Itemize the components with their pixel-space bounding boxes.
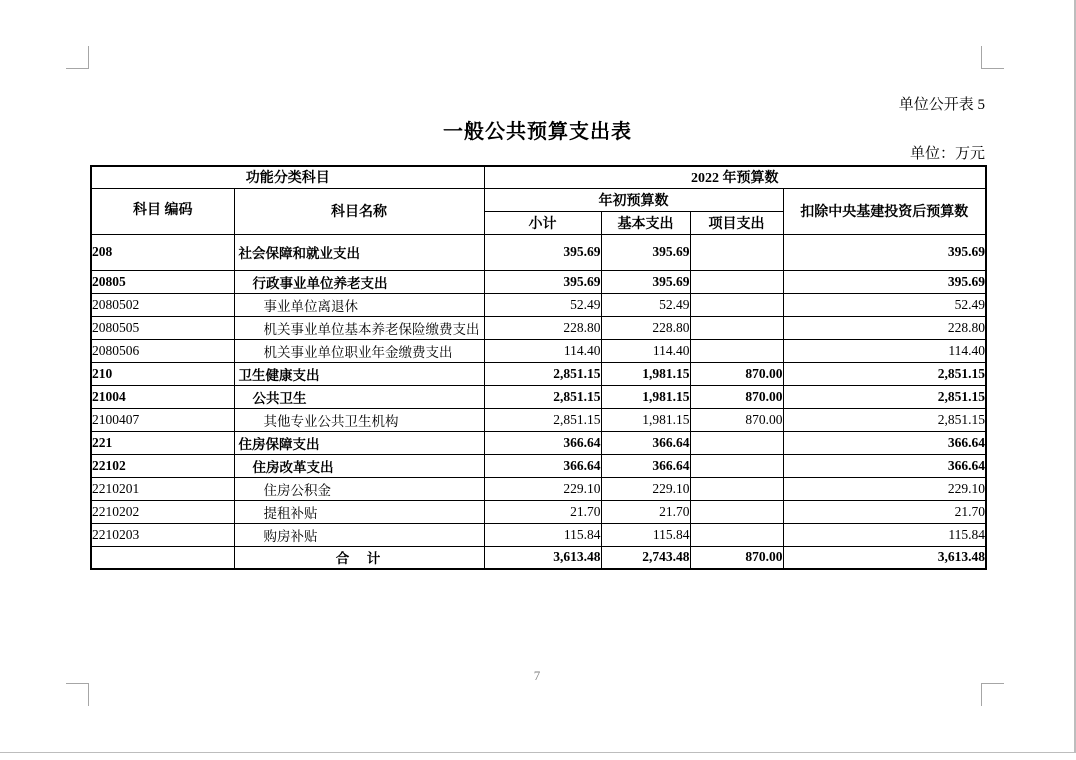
subject-code-cell: 208 [91,234,234,270]
table-row [91,431,986,454]
table-row [91,408,986,431]
subtotal-cell: 229.10 [484,477,601,500]
subtotal-cell: 115.84 [484,523,601,546]
page-number: 7 [533,668,541,683]
subject-code-cell: 21004 [91,385,234,408]
header-subject-code: 科目 编码 [91,188,234,234]
after-deduction-cell: 395.69 [783,234,986,270]
basic-expenditure-cell: 366.64 [601,431,690,454]
table-row [91,385,986,408]
subject-code-cell: 2080505 [91,316,234,339]
basic-expenditure-cell: 395.69 [601,270,690,293]
table-header [91,166,986,234]
header-row-1 [91,166,986,188]
subject-name-cell: 公共卫生 [234,385,484,408]
subject-code-cell: 210 [91,362,234,385]
table-row [91,523,986,546]
subtotal-cell: 366.64 [484,454,601,477]
basic-expenditure-cell: 2,743.48 [601,546,690,569]
budget-expenditure-table [90,165,987,570]
subtotal-cell: 3,613.48 [484,546,601,569]
subtotal-cell: 21.70 [484,500,601,523]
subject-name-cell: 机关事业单位基本养老保险缴费支出 [234,316,484,339]
table-row [91,546,986,569]
subject-name-cell: 事业单位离退休 [234,293,484,316]
subject-name-cell: 社会保障和就业支出 [234,234,484,270]
table-row [91,270,986,293]
text-boundary-mark-bottom-right [981,683,1004,706]
subject-code-cell: 2210203 [91,523,234,546]
project-expenditure-cell: 870.00 [690,385,783,408]
project-expenditure-cell [690,523,783,546]
basic-expenditure-cell: 1,981.15 [601,408,690,431]
table-row [91,500,986,523]
table-body [91,234,986,569]
after-deduction-cell: 52.49 [783,293,986,316]
table-row [91,316,986,339]
project-expenditure-cell: 870.00 [690,408,783,431]
project-expenditure-cell [690,316,783,339]
basic-expenditure-cell: 21.70 [601,500,690,523]
subject-name-cell: 住房保障支出 [234,431,484,454]
after-deduction-cell: 2,851.15 [783,408,986,431]
basic-expenditure-cell: 395.69 [601,234,690,270]
subject-name-cell: 合 计 [234,546,484,569]
subject-code-cell: 221 [91,431,234,454]
header-budget-2022: 2022 年预算数 [484,166,986,188]
after-deduction-cell: 395.69 [783,270,986,293]
header-functional-category: 功能分类科目 [91,166,484,188]
subject-code-cell: 20805 [91,270,234,293]
text-boundary-mark-top-right [981,46,1004,69]
text-boundary-mark-top-left [66,46,89,69]
subject-name-cell: 行政事业单位养老支出 [234,270,484,293]
basic-expenditure-cell: 229.10 [601,477,690,500]
project-expenditure-cell: 870.00 [690,546,783,569]
basic-expenditure-cell: 114.40 [601,339,690,362]
project-expenditure-cell [690,431,783,454]
subject-name-cell: 其他专业公共卫生机构 [234,408,484,431]
after-deduction-cell: 115.84 [783,523,986,546]
subtotal-cell: 2,851.15 [484,362,601,385]
header-project-expenditure: 项目支出 [690,211,783,234]
subtotal-cell: 2,851.15 [484,408,601,431]
project-expenditure-cell [690,293,783,316]
subject-name-cell: 卫生健康支出 [234,362,484,385]
header-basic-expenditure: 基本支出 [601,211,690,234]
after-deduction-cell: 366.64 [783,454,986,477]
subtotal-cell: 395.69 [484,234,601,270]
header-row-2 [91,188,986,211]
subject-code-cell: 2210201 [91,477,234,500]
page-title: 一般公共预算支出表 [443,121,632,143]
basic-expenditure-cell: 1,981.15 [601,362,690,385]
basic-expenditure-cell: 366.64 [601,454,690,477]
header-subtotal: 小计 [484,211,601,234]
subtotal-cell: 228.80 [484,316,601,339]
table-row [91,362,986,385]
after-deduction-cell: 2,851.15 [783,385,986,408]
after-deduction-cell: 228.80 [783,316,986,339]
table-row [91,477,986,500]
subject-code-cell: 2210202 [91,500,234,523]
project-expenditure-cell [690,477,783,500]
basic-expenditure-cell: 1,981.15 [601,385,690,408]
basic-expenditure-cell: 115.84 [601,523,690,546]
after-deduction-cell: 114.40 [783,339,986,362]
table-row [91,234,986,270]
subject-name-cell: 机关事业单位职业年金缴费支出 [234,339,484,362]
after-deduction-cell: 2,851.15 [783,362,986,385]
subtotal-cell: 2,851.15 [484,385,601,408]
subject-code-cell: 2100407 [91,408,234,431]
header-after-deduction: 扣除中央基建投资后预算数 [783,188,986,234]
table-row [91,293,986,316]
after-deduction-cell: 21.70 [783,500,986,523]
subject-name-cell: 提租补贴 [234,500,484,523]
subject-name-cell: 住房改革支出 [234,454,484,477]
unit-label: 单位：万元 [909,146,985,162]
project-expenditure-cell [690,500,783,523]
text-boundary-mark-bottom-left [66,683,89,706]
subject-code-cell: 22102 [91,454,234,477]
after-deduction-cell: 229.10 [783,477,986,500]
after-deduction-cell: 366.64 [783,431,986,454]
project-expenditure-cell [690,234,783,270]
project-expenditure-cell [690,454,783,477]
subject-name-cell: 住房公积金 [234,477,484,500]
project-expenditure-cell [690,270,783,293]
basic-expenditure-cell: 228.80 [601,316,690,339]
subtotal-cell: 395.69 [484,270,601,293]
table-row [91,339,986,362]
project-expenditure-cell [690,339,783,362]
subject-code-cell: 2080502 [91,293,234,316]
header-subject-name: 科目名称 [234,188,484,234]
after-deduction-cell: 3,613.48 [783,546,986,569]
subject-code-cell: 2080506 [91,339,234,362]
table-row [91,454,986,477]
basic-expenditure-cell: 52.49 [601,293,690,316]
project-expenditure-cell: 870.00 [690,362,783,385]
header-initial-budget: 年初预算数 [484,188,783,211]
subject-name-cell: 购房补贴 [234,523,484,546]
subtotal-cell: 52.49 [484,293,601,316]
subtotal-cell: 366.64 [484,431,601,454]
subtotal-cell: 114.40 [484,339,601,362]
form-label: 单位公开表 5 [898,97,985,113]
subject-code-cell [91,546,234,569]
